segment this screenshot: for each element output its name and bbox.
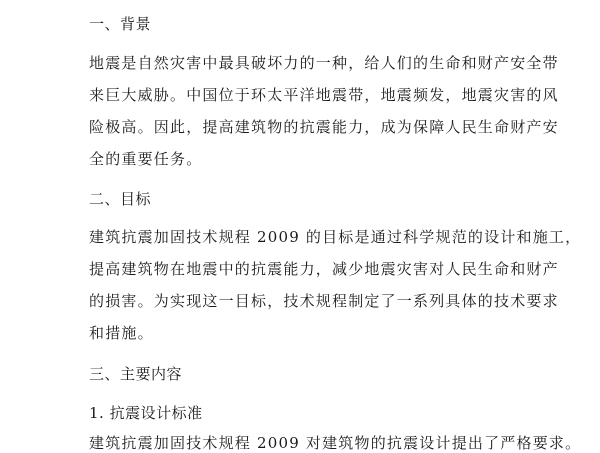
subsection-heading-seismic-design: 1. 抗震设计标准 [89, 404, 203, 422]
section-heading-main-content: 三、主要内容 [89, 365, 183, 383]
paragraph-line: 全的重要任务。 [89, 150, 203, 168]
section-heading-goal: 二、目标 [89, 190, 152, 208]
paragraph-line: 提高建筑物在地震中的抗震能力，减少地震灾害对人民生命和财产 [89, 260, 559, 278]
paragraph-line: 的损害。为实现这一目标，技术规程制定了一系列具体的技术要求 [89, 292, 559, 310]
paragraph-line: 建筑抗震加固技术规程 2009 对建筑物的抗震设计提出了严格要求。 [89, 434, 582, 452]
paragraph-line: 地震是自然灾害中最具破坏力的一种，给人们的生命和财产安全带 [89, 54, 559, 72]
paragraph-line: 来巨大威胁。中国位于环太平洋地震带，地震频发，地震灾害的风 [89, 86, 559, 104]
paragraph-line: 和措施。 [89, 324, 154, 342]
paragraph-line: 建筑抗震加固技术规程 2009 的目标是通过科学规范的设计和施工， [89, 228, 582, 246]
section-heading-background: 一、背景 [89, 15, 152, 33]
paragraph-line: 险极高。因此，提高建筑物的抗震能力，成为保障人民生命财产安 [89, 118, 559, 136]
